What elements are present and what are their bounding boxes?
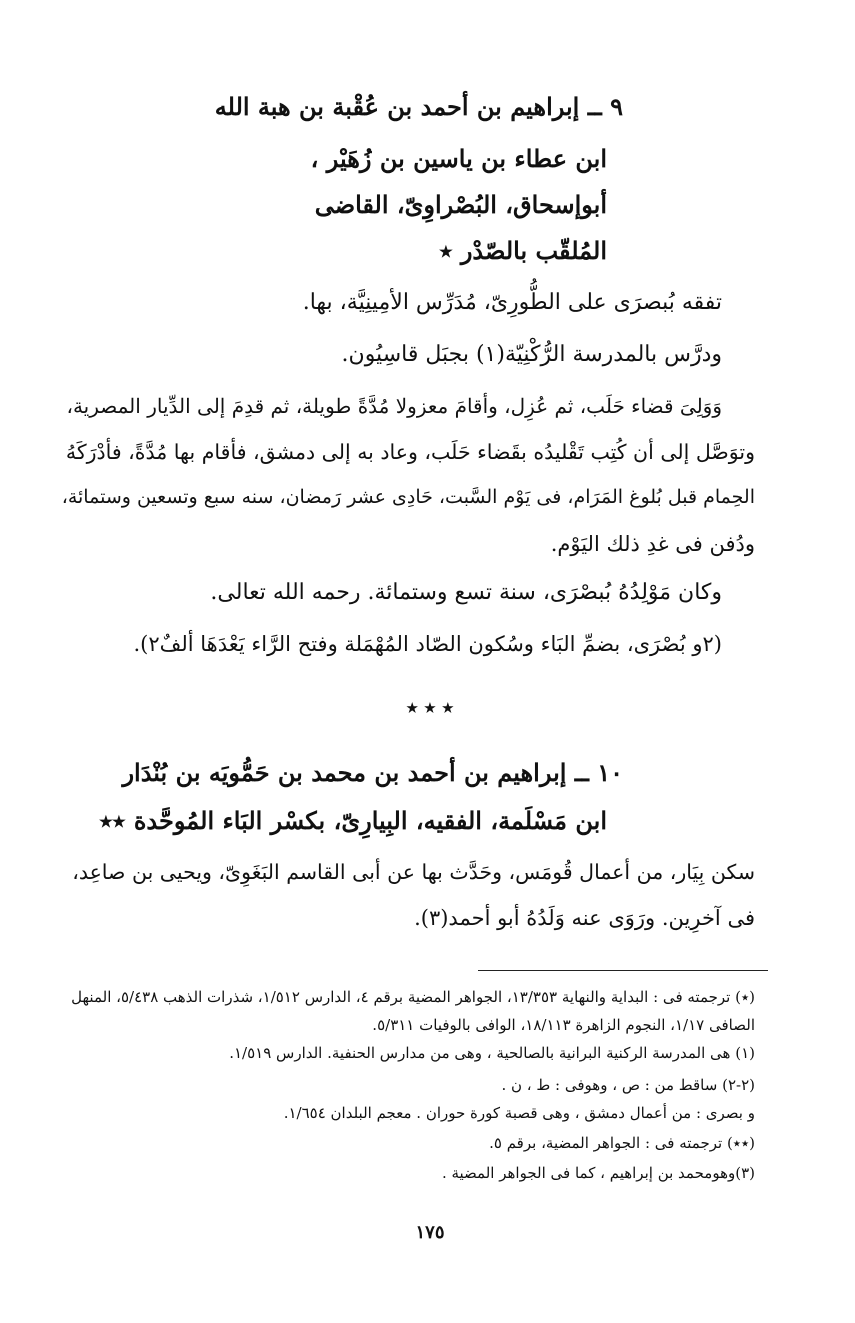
footnote-5: (٭٭) ترجمته فى : الجواهر المضية، برقم ٥. xyxy=(489,1134,755,1152)
entry9-long-line-3: الحِمام قبل بُلوغ المَرَام، فى يَوْم السَّبت، حَادِى عشر رَمضان، سنه سبع وتسعين وستمائة، xyxy=(61,486,755,508)
footnote-3: (٢-٢) ساقط من : ص ، وهوفى : ط ، ن . xyxy=(501,1076,755,1094)
entry9-title-line-3: أبوإسحاق، البُصْراوِىّ، القاضى xyxy=(314,190,607,219)
entry10-body-line-2: فى آخرِين. ورَوَى عنه وَلَدُهُ أبو أحمد(٣). xyxy=(414,906,755,930)
entry9-birth-paragraph: وكان مَوْلِدُهُ بُبصْرَى، سنة تسع وستمائة. رحمه الله تعالى. xyxy=(210,580,722,605)
entry9-busra-note: (٢و بُصْرَى، بضمِّ البَاء وسُكون الصّاد المُهْمَلة وفتح الرَّاء يَعْدَهَا ألفٌ٢). xyxy=(133,632,722,656)
footnote-1-line-1: (٭) ترجمته فى : البداية والنهاية ١٣/٣٥٣، الجواهر المضية برقم ٤، الدارس ١/٥١٢، شذرات الذهب ٥/٤٣٨، المنهل xyxy=(71,988,755,1006)
entry10-title-line-2: ابن مَسْلَمة، الفقيه، البِيارِىّ، بكسْر البَاء المُوحَّدة ٭٭ xyxy=(99,806,607,835)
entry9-paragraph-1: تفقه بُبصرَى على الطُّورِىّ، مُدَرِّس الأمِينِيَّة، بها. xyxy=(302,290,722,315)
entry10-title-line-1: ١٠ ــ إبراهيم بن أحمد بن محمد بن حَمُّويَه بن بُنْدَار xyxy=(122,758,623,787)
footnote-6: (٣)وهومحمد بن إبراهيم ، كما فى الجواهر المضية . xyxy=(441,1164,755,1182)
entry10-body-line-1: سكن بِيَار، من أعمال قُومَس، وحَدَّث بها عن أبى القاسم البَغَوِىّ، ويحيى بن صاعِد، xyxy=(72,860,755,884)
entry9-paragraph-2: ودرَّس بالمدرسة الرُّكْنِيّة(١) بجبَل قاسِيُون. xyxy=(341,342,722,367)
footnote-1-line-2: الصافى ١/١٧، النجوم الزاهرة ١٨/١١٣، الوافى بالوفيات ٥/٣١١. xyxy=(372,1016,755,1034)
footnote-2: (١) هى المدرسة الركنية البرانية بالصالحية ، وهى من مدارس الحنفية. الدارس ١/٥١٩. xyxy=(229,1044,755,1062)
footnote-4: و بصرى : من أعمال دمشق ، وهى قصبة كورة حوران . معجم البلدان ١/٦٥٤. xyxy=(283,1104,755,1122)
page-number: ١٧٥ xyxy=(415,1222,445,1243)
entry9-long-line-1: وَوَلِىَ قضاء حَلَب، ثم عُزِل، وأقامَ معزولا مُدَّةً طويلة، ثم قدِمَ إلى الدِّيار المصرية، xyxy=(66,394,722,418)
section-separator: ٭ ٭ ٭ xyxy=(406,695,454,719)
entry9-long-line-2: وتوَصَّل إلى أن كُتِب تَقْليدُه بقَضاء حَلَب، وعاد به إلى دمشق، فأقام بها مُدَّةً، فأدْرَكَهُ xyxy=(65,440,755,464)
footnote-divider xyxy=(478,970,768,971)
entry9-title-line-1: ٩ ــ إبراهيم بن أحمد بن عُقْبة بن هبة الله xyxy=(214,92,623,121)
entry9-long-line-4: ودُفن فى غدِ ذلك اليَوْم. xyxy=(550,532,755,556)
entry9-title-line-2: ابن عطاء بن ياسين بن زُهَيْر ، xyxy=(310,144,607,173)
entry9-title-line-4: المُلقّب بالصّدْر ٭ xyxy=(439,236,607,265)
